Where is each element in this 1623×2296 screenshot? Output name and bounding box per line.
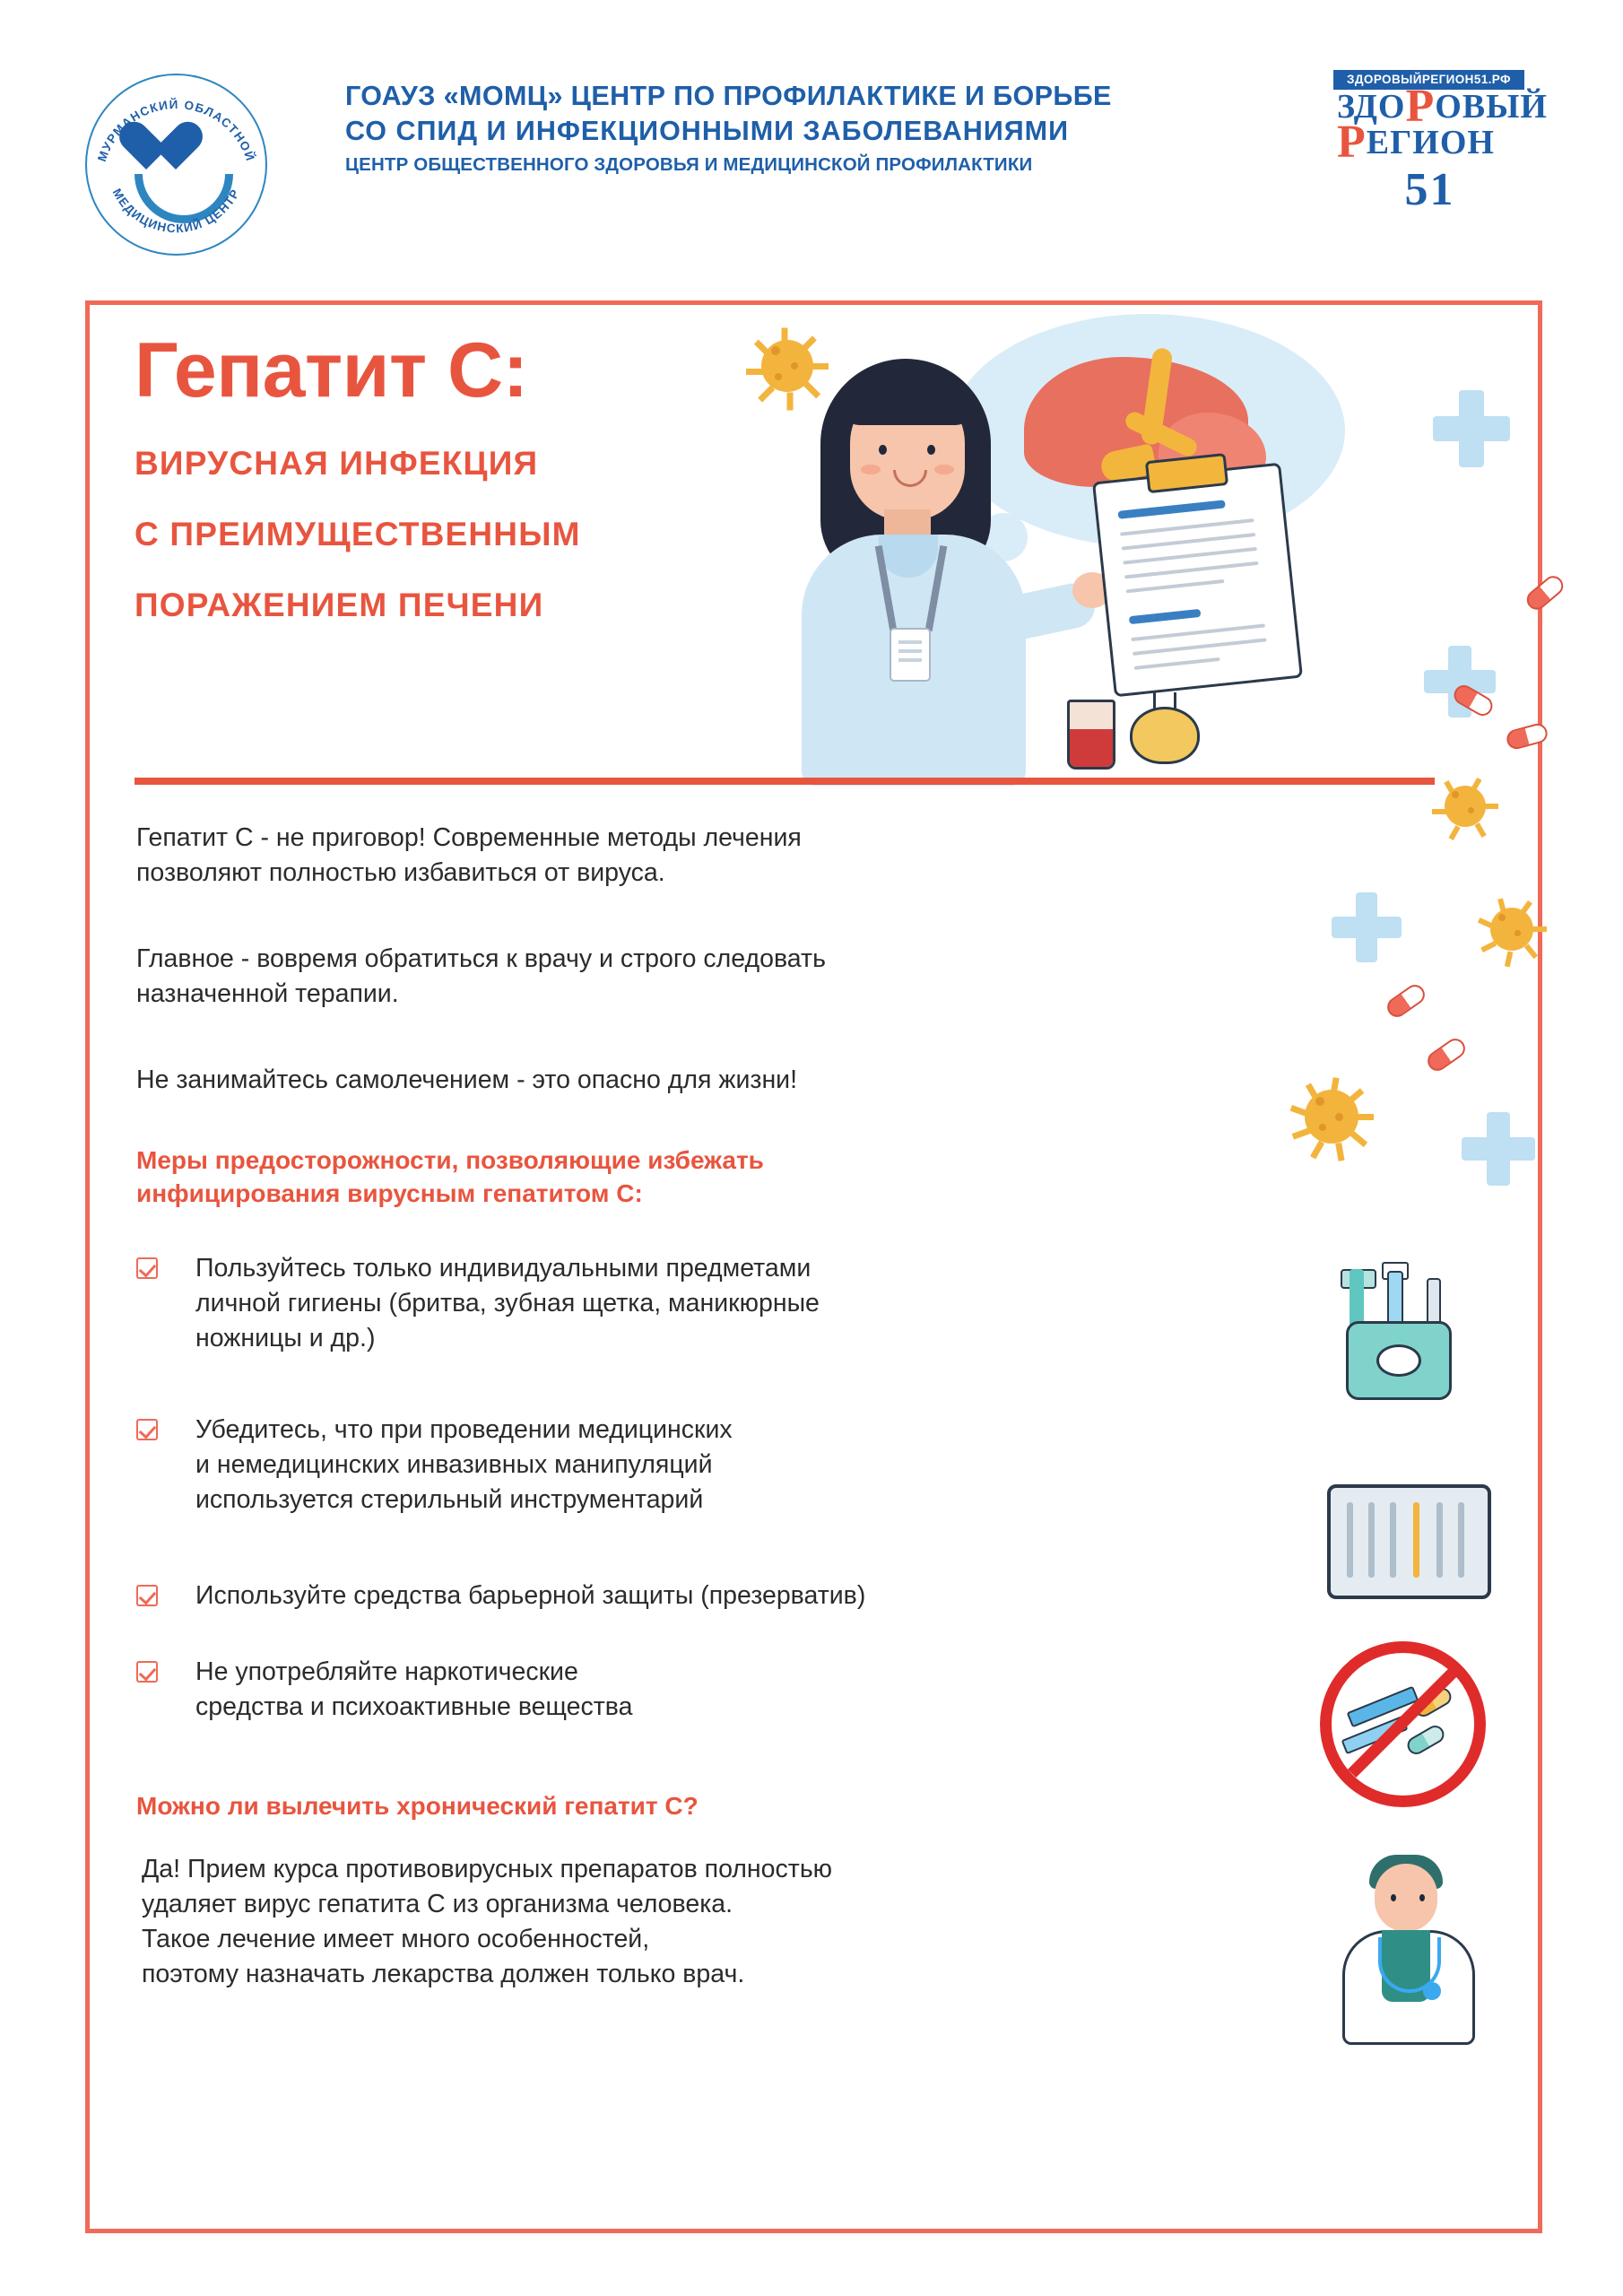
male-doctor-illustration: [1323, 1848, 1488, 2040]
checkbox-icon: [136, 1257, 158, 1279]
poster-subtitle-line2: С ПРЕИМУЩЕСТВЕННЫМ: [135, 516, 581, 552]
intro-p1-line2: позволяют полностью избавиться от вируса.: [136, 858, 665, 888]
plus-icon: [1332, 892, 1402, 962]
intro-paragraph-2: [136, 942, 1284, 1012]
virus-icon: [1287, 1072, 1376, 1161]
org-title-line3: ЦЕНТР ОБЩЕСТВЕННОГО ЗДОРОВЬЯ И МЕДИЦИНСКОЙ ПРОФИЛАКТИКИ: [345, 154, 1033, 176]
cure-heading-text: Можно ли вылечить хронический гепатит С?: [136, 1792, 699, 1820]
cure-paragraph: [142, 1852, 1334, 1992]
list-item: [136, 1578, 1212, 1613]
intro-p3-line1: Не занимайтесь самолечением - это опасно для жизни!: [136, 1065, 798, 1094]
bullet-1-line3: ножницы и др.): [195, 1324, 376, 1353]
org-title-line1: ГОАУЗ «МОМЦ» ЦЕНТР ПО ПРОФИЛАКТИКЕ И БОРЬБЕ: [345, 81, 1112, 111]
logo-cap-r1: Р: [1405, 81, 1436, 132]
virus-icon: [1430, 771, 1500, 841]
bullet-4-line2: средства и психоактивные вещества: [195, 1692, 633, 1722]
no-drugs-icon: [1320, 1641, 1486, 1807]
intro-paragraph-1: [136, 821, 1257, 891]
list-item: [136, 1413, 1212, 1518]
cure-line3: Такое лечение имеет много особенностей,: [142, 1925, 650, 1954]
pill-icon: [1384, 981, 1428, 1021]
logo-arc-text: [85, 74, 267, 256]
female-doctor-illustration: [771, 359, 1067, 780]
logo-region-number: 51: [1404, 163, 1455, 215]
virus-icon: [1475, 892, 1549, 966]
poster-title: Гепатит С:: [135, 327, 528, 413]
precautions-heading: [136, 1144, 1257, 1210]
cure-line4: поэтому назначать лекарства должен только врач.: [142, 1960, 745, 1989]
checkbox-icon: [136, 1585, 158, 1606]
org-title-line2: СО СПИД И ИНФЕКЦИОННЫМИ ЗАБОЛЕВАНИЯМИ: [345, 116, 1070, 147]
title-divider: [135, 778, 1435, 785]
page-header: [0, 63, 1623, 269]
cure-heading: [136, 1789, 1257, 1822]
flask-icon: [1130, 692, 1194, 764]
healthy-region-logo: [1333, 70, 1548, 263]
logo-cap-r2: Р: [1337, 116, 1367, 168]
bullet-2-line3: используется стерильный инструментарий: [195, 1485, 704, 1515]
hero-illustration: [771, 305, 1538, 789]
checkbox-icon: [136, 1419, 158, 1440]
poster-subtitle-line3: ПОРАЖЕНИЕМ ПЕЧЕНИ: [135, 587, 544, 623]
precautions-heading-line2: инфицирования вирусным гепатитом С:: [136, 1179, 643, 1208]
blood-test-tube-icon: [1067, 700, 1115, 770]
sterile-instruments-icon: [1327, 1484, 1491, 1599]
momc-logo: [85, 74, 269, 257]
plus-icon: [1433, 390, 1510, 467]
bullet-1-line1: Пользуйтесь только индивидуальными предметами: [195, 1254, 812, 1283]
logo-word-region: РЕГИОН: [1337, 116, 1495, 168]
bullet-1-line2: личной гигиены (бритва, зубная щетка, маникюрные: [195, 1289, 820, 1318]
intro-p2-line1: Главное - вовремя обратиться к врачу и строго следовать: [136, 944, 826, 973]
pill-icon: [1424, 1035, 1469, 1074]
cure-line2: удаляет вирус гепатита С из организма человека.: [142, 1890, 733, 1919]
intro-p2-line2: назначенной терапии.: [136, 979, 399, 1009]
logo-word-zdorovyi: ЗДОРОВЫЙ: [1337, 81, 1548, 132]
list-item: [136, 1655, 1212, 1725]
plus-icon: [1462, 1112, 1535, 1186]
organization-title: [345, 79, 1251, 176]
bullet-2-line2: и немедицинских инвазивных манипуляций: [195, 1450, 713, 1480]
precautions-heading-line1: Меры предосторожности, позволяющие избежать: [136, 1146, 764, 1174]
logo-site-url: ЗДОРОВЫЙРЕГИОН51.РФ: [1333, 70, 1524, 90]
clipboard-icon: [1092, 463, 1303, 698]
bullet-3-line1: Используйте средства барьерной защиты (презерватив): [195, 1581, 866, 1610]
intro-p1-line1: Гепатит С - не приговор! Современные методы лечения: [136, 823, 802, 852]
intro-paragraph-3: [136, 1063, 1284, 1098]
bullet-2-line1: Убедитесь, что при проведении медицинских: [195, 1415, 733, 1444]
virus-icon: [744, 323, 830, 409]
hygiene-kit-icon: [1330, 1269, 1482, 1404]
logo-arc-top: МУРМАНСКИЙ ОБЛАСТНОЙ: [94, 97, 258, 164]
id-badge-icon: [890, 628, 931, 682]
cure-line1: Да! Прием курса противовирусных препаратов полностью: [142, 1855, 833, 1883]
bullet-4-line1: Не употребляйте наркотические: [195, 1657, 578, 1686]
poster-subtitle-line1: ВИРУСНАЯ ИНФЕКЦИЯ: [135, 445, 539, 482]
poster-hero: [90, 305, 1538, 812]
logo-arc-bottom: МЕДИЦИНСКИЙ ЦЕНТР: [109, 186, 243, 236]
checkbox-icon: [136, 1661, 158, 1683]
list-item: [136, 1251, 1212, 1356]
